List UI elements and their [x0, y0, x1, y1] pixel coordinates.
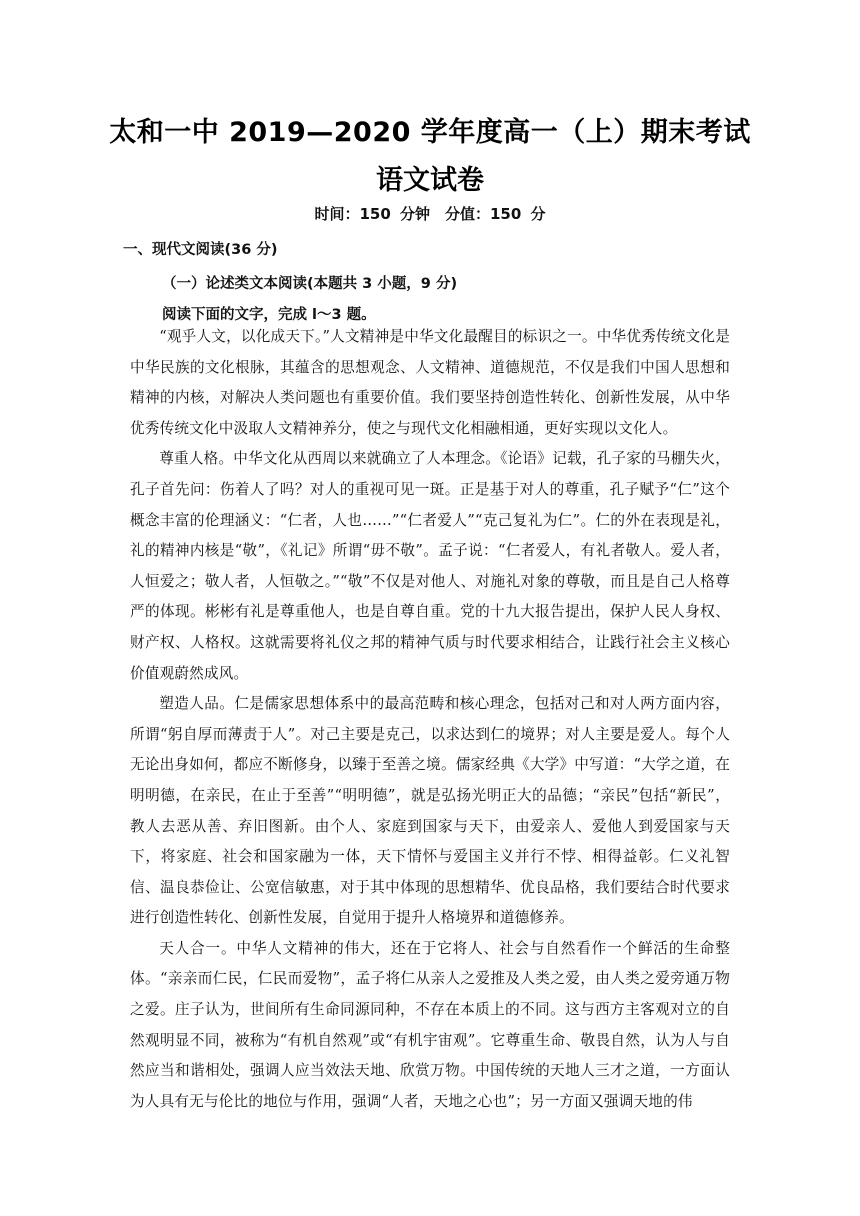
reading-passage — [130, 322, 730, 1117]
subsection-heading: （一）论述类文本阅读(本题共 3 小题，9 分) — [162, 276, 458, 292]
reading-instruction: 阅读下面的文字，完成 l～3 题。 — [162, 307, 376, 323]
passage-paragraph-4: 天人合一。中华人文精神的伟大，还在于它将人、社会与自然看作一个鲜活的生命整体。“亲亲而仁民，仁民而爱物”，孟子将仁从亲人之爱推及人类之爱，由人类之爱旁通万物之爱。庄子认为，世间所有生命同源同种，不存在本质上的不同。这与西方主客观对立的自然观明显不同，被称为“有机自然观”或“有机宇宙观”。它尊重生命、敬畏自然，认为人与自然应当和谐相处，强调人应当效法天地、欣赏万物。中国传统的天地人三才之道，一方面认为人具有无与伦比的地位与作用，强调“人者，天地之心也”；另一方面又强调天地的伟 — [130, 939, 730, 1110]
passage-paragraph-2: 尊重人格。中华文化从西周以来就确立了人本理念。《论语》记载，孔子家的马棚失火，孔子首先问：伤着人了吗？对人的重视可见一斑。正是基于对人的尊重，孔子赋予“仁”这个概念丰富的伦理涵义：“仁者，人也……”“仁者爱人”“克己复礼为仁”。仁的外在表现是礼，礼的精神内核是“敬”，《礼记》所谓“毋不敬”。孟子说：“仁者爱人，有礼者敬人。爱人者，人恒爱之；敬人者，人恒敬之。”“敬”不仅是对他人、对施礼对象的尊敬，而且是自己人格尊严的体现。彬彬有礼是尊重他人，也是自尊自重。党的十九大报告提出，保护人民人身权、财产权、人格权。这就需要将礼仪之邦的精神气质与时代要求相结合，让践行社会主义核心价值观蔚然成风。 — [130, 450, 730, 682]
passage-paragraph-3: 塑造人品。仁是儒家思想体系中的最高范畴和核心理念，包括对己和对人两方面内容，所谓“躬自厚而薄责于人”。对己主要是克己，以求达到仁的境界；对人主要是爱人。每个人无论出身如何，都应不断修身，以臻于至善之境。儒家经典《大学》中写道：“大学之道，在明明德，在亲民，在止于至善”“明明德”，就是弘扬光明正大的品德；“亲民”包括“新民”，教人去恶从善、弃旧图新。由个人、家庭到国家与天下，由爱亲人、爱他人到爱国家与天下，将家庭、社会和国家融为一体，天下情怀与爱国主义并行不悖、相得益彰。仁义礼智信、温良恭俭让、公宽信敏惠，对于其中体现的思想精华、优良品格，我们要结合时代要求进行创造性转化、创新性发展，自觉用于提升人格境界和道德修养。 — [130, 695, 730, 927]
exam-title: 太和一中 2019—2020 学年度高一（上）期末考试 — [109, 117, 751, 148]
section-heading: 一、现代文阅读(36 分) — [123, 242, 278, 258]
passage-paragraph-1: “观乎人文，以化成天下。”人文精神是中华文化最醒目的标识之一。中华优秀传统文化是中华民族的文化根脉，其蕴含的思想观念、人文精神、道德规范，不仅是我们中国人思想和精神的内核，对解决人类问题也有重要价值。我们要坚持创造性转化、创新性发展，从中华优秀传统文化中汲取人文精神养分，使之与现代文化相融相通，更好实现以文化人。 — [130, 328, 730, 437]
exam-subtitle: 语文试卷 — [376, 165, 484, 196]
exam-time-score: 时间：150 分钟 分值：150 分 — [314, 205, 546, 223]
